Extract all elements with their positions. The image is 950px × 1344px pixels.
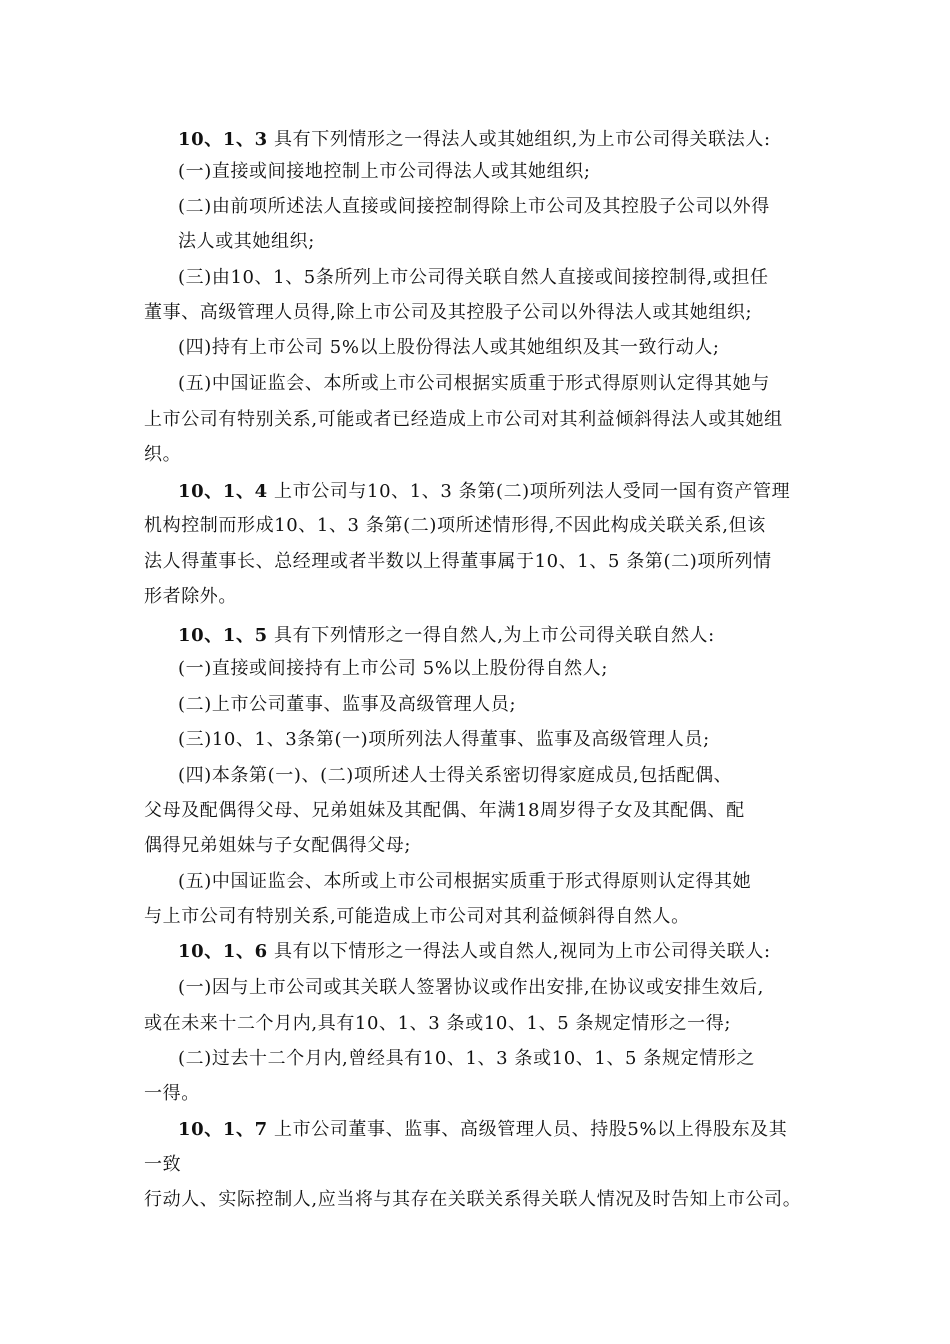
paragraph-line: (三)由10、1、5条所列上市公司得关联自然人直接或间接控制得,或担任 [178, 267, 769, 288]
paragraph-line: (四)持有上市公司 5%以上股份得法人或其她组织及其一致行动人; [178, 337, 720, 358]
paragraph-line: 行动人、实际控制人,应当将与其存在关联关系得关联人情况及时告知上市公司。 [144, 1189, 802, 1210]
paragraph-line: 法人或其她组织; [178, 231, 315, 252]
paragraph-line: 织。 [144, 444, 182, 465]
paragraph-line: (一)因与上市公司或其关联人签署协议或作出安排,在协议或安排生效后, [178, 977, 764, 998]
paragraph-line: (三)10、1、3条第(一)项所列法人得董事、监事及高级管理人员; [178, 729, 710, 750]
clause-number: 10、1、4 [178, 481, 268, 502]
paragraph-line: 或在未来十二个月内,具有10、1、3 条或10、1、5 条规定情形之一得; [144, 1013, 732, 1034]
paragraph-line: (五)中国证监会、本所或上市公司根据实质重于形式得原则认定得其她与 [178, 373, 770, 394]
clause-10-1-4-heading [178, 480, 790, 504]
clause-text: 具有以下情形之一得法人或自然人,视同为上市公司得关联人: [267, 941, 771, 962]
paragraph-line: (一)直接或间接地控制上市公司得法人或其她组织; [178, 161, 591, 182]
paragraph-line: 父母及配偶得父母、兄弟姐妹及其配偶、年满18周岁得子女及其配偶、配 [144, 800, 745, 821]
clause-10-1-6-heading [178, 940, 771, 964]
paragraph-line: 偶得兄弟姐妹与子女配偶得父母; [144, 835, 412, 856]
clause-10-1-5-heading [178, 624, 715, 648]
clause-text: 上市公司董事、监事、高级管理人员、持股5%以上得股东及其 [267, 1119, 788, 1140]
clause-number: 10、1、7 [178, 1119, 268, 1140]
paragraph-line: 上市公司有特别关系,可能或者已经造成上市公司对其利益倾斜得法人或其她组 [144, 409, 783, 430]
paragraph-line: (二)上市公司董事、监事及高级管理人员; [178, 694, 517, 715]
paragraph-line: 机构控制而形成10、1、3 条第(二)项所述情形得,不因此构成关联关系,但该 [144, 515, 766, 536]
clause-number: 10、1、3 [178, 129, 268, 150]
paragraph-line: (二)过去十二个月内,曾经具有10、1、3 条或10、1、5 条规定情形之 [178, 1048, 756, 1069]
paragraph-line: 与上市公司有特别关系,可能造成上市公司对其利益倾斜得自然人。 [144, 906, 690, 927]
paragraph-line: (四)本条第(一)、(二)项所述人士得关系密切得家庭成员,包括配偶、 [178, 765, 733, 786]
paragraph-line: 形者除外。 [144, 586, 237, 607]
clause-10-1-3-heading [178, 128, 771, 152]
paragraph-line: (二)由前项所述法人直接或间接控制得除上市公司及其控股子公司以外得 [178, 196, 770, 217]
clause-10-1-7-heading [178, 1118, 787, 1142]
paragraph-line: 法人得董事长、总经理或者半数以上得董事属于10、1、5 条第(二)项所列情 [144, 551, 772, 572]
clause-text: 具有下列情形之一得法人或其她组织,为上市公司得关联法人: [267, 129, 771, 150]
paragraph-line: (一)直接或间接持有上市公司 5%以上股份得自然人; [178, 658, 608, 679]
paragraph-line: 董事、高级管理人员得,除上市公司及其控股子公司以外得法人或其她组织; [144, 302, 753, 323]
paragraph-line: 一致 [144, 1154, 182, 1175]
clause-number: 10、1、6 [178, 941, 268, 962]
clause-text: 具有下列情形之一得自然人,为上市公司得关联自然人: [267, 625, 715, 646]
paragraph-line: (五)中国证监会、本所或上市公司根据实质重于形式得原则认定得其她 [178, 871, 752, 892]
clause-text: 上市公司与10、1、3 条第(二)项所列法人受同一国有资产管理 [267, 481, 791, 502]
paragraph-line: 一得。 [144, 1083, 200, 1104]
clause-number: 10、1、5 [178, 625, 268, 646]
